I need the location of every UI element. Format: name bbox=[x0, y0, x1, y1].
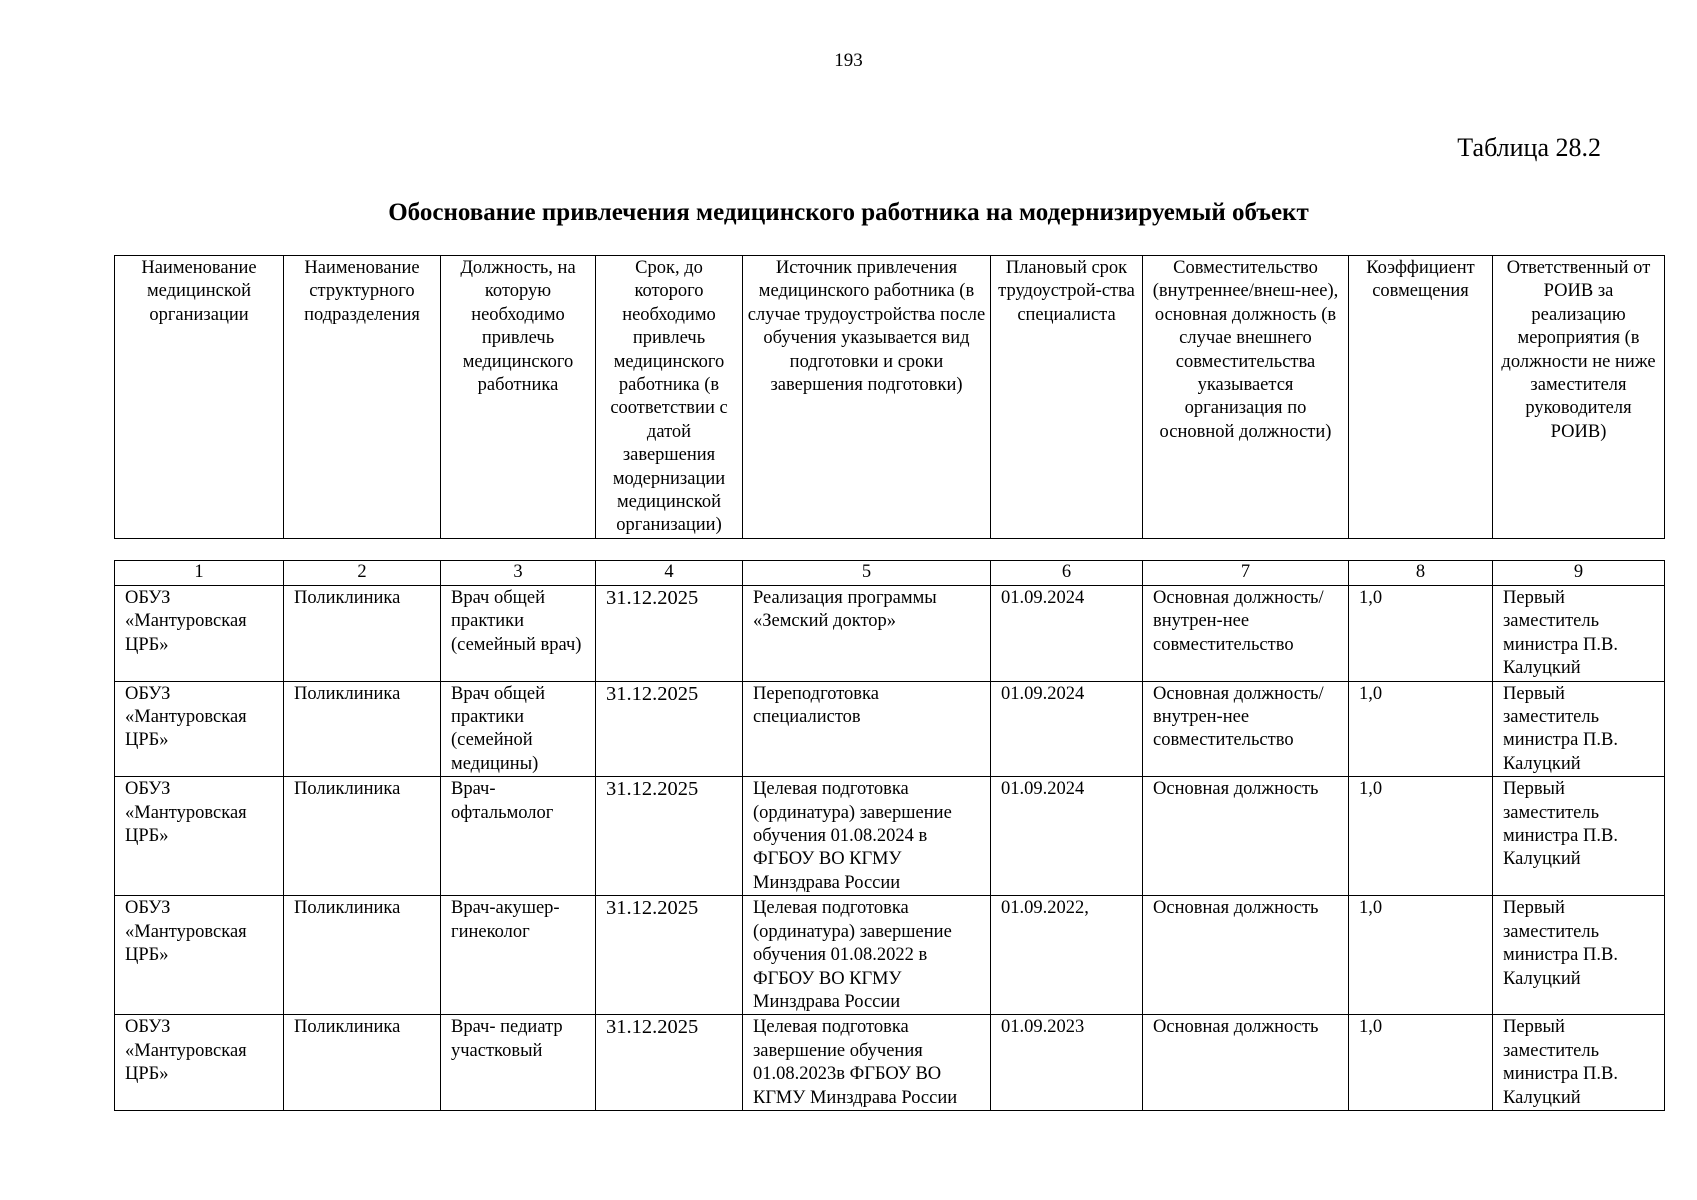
header-cell-position: Должность, на которую необходимо привлечь медицинского работника bbox=[441, 256, 596, 539]
column-number: 8 bbox=[1349, 561, 1493, 586]
header-cell-planned-date: Плановый срок трудоустрой-ства специалиста bbox=[991, 256, 1143, 539]
table-row bbox=[115, 586, 1665, 682]
cell-position: Врач-акушер-гинеколог bbox=[441, 896, 596, 1015]
column-number: 2 bbox=[284, 561, 441, 586]
cell-deadline: 31.12.2025 bbox=[596, 586, 743, 682]
header-cell-combination: Совместительство (внутреннее/внеш-нее), основная должность (в случае внешнего совместительства указывается организация по основной должности) bbox=[1143, 256, 1349, 539]
column-number-row bbox=[115, 561, 1665, 586]
header-cell-unit: Наименование структурного подразделения bbox=[284, 256, 441, 539]
cell-deadline: 31.12.2025 bbox=[596, 1015, 743, 1111]
table-row bbox=[115, 777, 1665, 896]
column-number: 3 bbox=[441, 561, 596, 586]
cell-org: ОБУЗ «Мантуровская ЦРБ» bbox=[115, 586, 284, 682]
cell-combination: Основная должность bbox=[1143, 896, 1349, 1015]
cell-responsible: Первый заместитель министра П.В. Калуцкий bbox=[1493, 681, 1665, 777]
table-row bbox=[115, 1015, 1665, 1111]
header-cell-responsible: Ответственный от РОИВ за реализацию мероприятия (в должности не ниже заместителя руководителя РОИВ) bbox=[1493, 256, 1665, 539]
cell-planned-date: 01.09.2024 bbox=[991, 586, 1143, 682]
cell-combination: Основная должность/внутрен-нее совместительство bbox=[1143, 681, 1349, 777]
cell-coefficient: 1,0 bbox=[1349, 1015, 1493, 1111]
cell-deadline: 31.12.2025 bbox=[596, 896, 743, 1015]
cell-combination: Основная должность bbox=[1143, 1015, 1349, 1111]
header-cell-source: Источник привлечения медицинского работника (в случае трудоустройства после обучения указывается вид подготовки и сроки завершения подготовки) bbox=[743, 256, 991, 539]
cell-planned-date: 01.09.2024 bbox=[991, 681, 1143, 777]
cell-combination: Основная должность/внутрен-нее совместительство bbox=[1143, 586, 1349, 682]
cell-source: Целевая подготовка (ординатура) завершение обучения 01.08.2024 в ФГБОУ ВО КГМУ Минздрава России bbox=[743, 777, 991, 896]
cell-position: Врач общей практики (семейной медицины) bbox=[441, 681, 596, 777]
header-table bbox=[114, 255, 1665, 539]
cell-position: Врач- педиатр участковый bbox=[441, 1015, 596, 1111]
cell-responsible: Первый заместитель министра П.В. Калуцкий bbox=[1493, 896, 1665, 1015]
cell-responsible: Первый заместитель министра П.В. Калуцкий bbox=[1493, 1015, 1665, 1111]
column-number: 9 bbox=[1493, 561, 1665, 586]
cell-position: Врач общей практики (семейный врач) bbox=[441, 586, 596, 682]
table-row bbox=[115, 896, 1665, 1015]
cell-responsible: Первый заместитель министра П.В. Калуцкий bbox=[1493, 586, 1665, 682]
document-title: Обоснование привлечения медицинского работника на модернизируемый объект bbox=[388, 199, 1309, 226]
column-number: 6 bbox=[991, 561, 1143, 586]
cell-org: ОБУЗ «Мантуровская ЦРБ» bbox=[115, 777, 284, 896]
cell-unit: Поликлиника bbox=[284, 681, 441, 777]
column-number: 4 bbox=[596, 561, 743, 586]
column-number: 5 bbox=[743, 561, 991, 586]
cell-combination: Основная должность bbox=[1143, 777, 1349, 896]
cell-unit: Поликлиника bbox=[284, 1015, 441, 1111]
cell-coefficient: 1,0 bbox=[1349, 681, 1493, 777]
cell-planned-date: 01.09.2022, bbox=[991, 896, 1143, 1015]
cell-unit: Поликлиника bbox=[284, 896, 441, 1015]
header-row bbox=[115, 256, 1665, 539]
cell-source: Реализация программы «Земский доктор» bbox=[743, 586, 991, 682]
cell-source: Целевая подготовка завершение обучения 01.08.2023в ФГБОУ ВО КГМУ Минздрава России bbox=[743, 1015, 991, 1111]
cell-position: Врач-офтальмолог bbox=[441, 777, 596, 896]
cell-unit: Поликлиника bbox=[284, 777, 441, 896]
cell-planned-date: 01.09.2023 bbox=[991, 1015, 1143, 1111]
cell-unit: Поликлиника bbox=[284, 586, 441, 682]
column-number: 7 bbox=[1143, 561, 1349, 586]
cell-deadline: 31.12.2025 bbox=[596, 777, 743, 896]
cell-coefficient: 1,0 bbox=[1349, 896, 1493, 1015]
cell-coefficient: 1,0 bbox=[1349, 586, 1493, 682]
cell-coefficient: 1,0 bbox=[1349, 777, 1493, 896]
column-number: 1 bbox=[115, 561, 284, 586]
header-cell-org: Наименование медицинской организации bbox=[115, 256, 284, 539]
cell-deadline: 31.12.2025 bbox=[596, 681, 743, 777]
cell-planned-date: 01.09.2024 bbox=[991, 777, 1143, 896]
table-label: Таблица 28.2 bbox=[1457, 133, 1601, 162]
cell-responsible: Первый заместитель министра П.В. Калуцкий bbox=[1493, 777, 1665, 896]
cell-org: ОБУЗ «Мантуровская ЦРБ» bbox=[115, 1015, 284, 1111]
cell-org: ОБУЗ «Мантуровская ЦРБ» bbox=[115, 896, 284, 1015]
table-row bbox=[115, 681, 1665, 777]
header-cell-deadline: Срок, до которого необходимо привлечь медицинского работника (в соответствии с датой завершения модернизации медицинской организации) bbox=[596, 256, 743, 539]
data-table bbox=[114, 560, 1665, 1111]
cell-org: ОБУЗ «Мантуровская ЦРБ» bbox=[115, 681, 284, 777]
cell-source: Переподготовка специалистов bbox=[743, 681, 991, 777]
cell-source: Целевая подготовка (ординатура) завершение обучения 01.08.2022 в ФГБОУ ВО КГМУ Минздрава России bbox=[743, 896, 991, 1015]
header-cell-coefficient: Коэффициент совмещения bbox=[1349, 256, 1493, 539]
page-number: 193 bbox=[834, 50, 863, 71]
